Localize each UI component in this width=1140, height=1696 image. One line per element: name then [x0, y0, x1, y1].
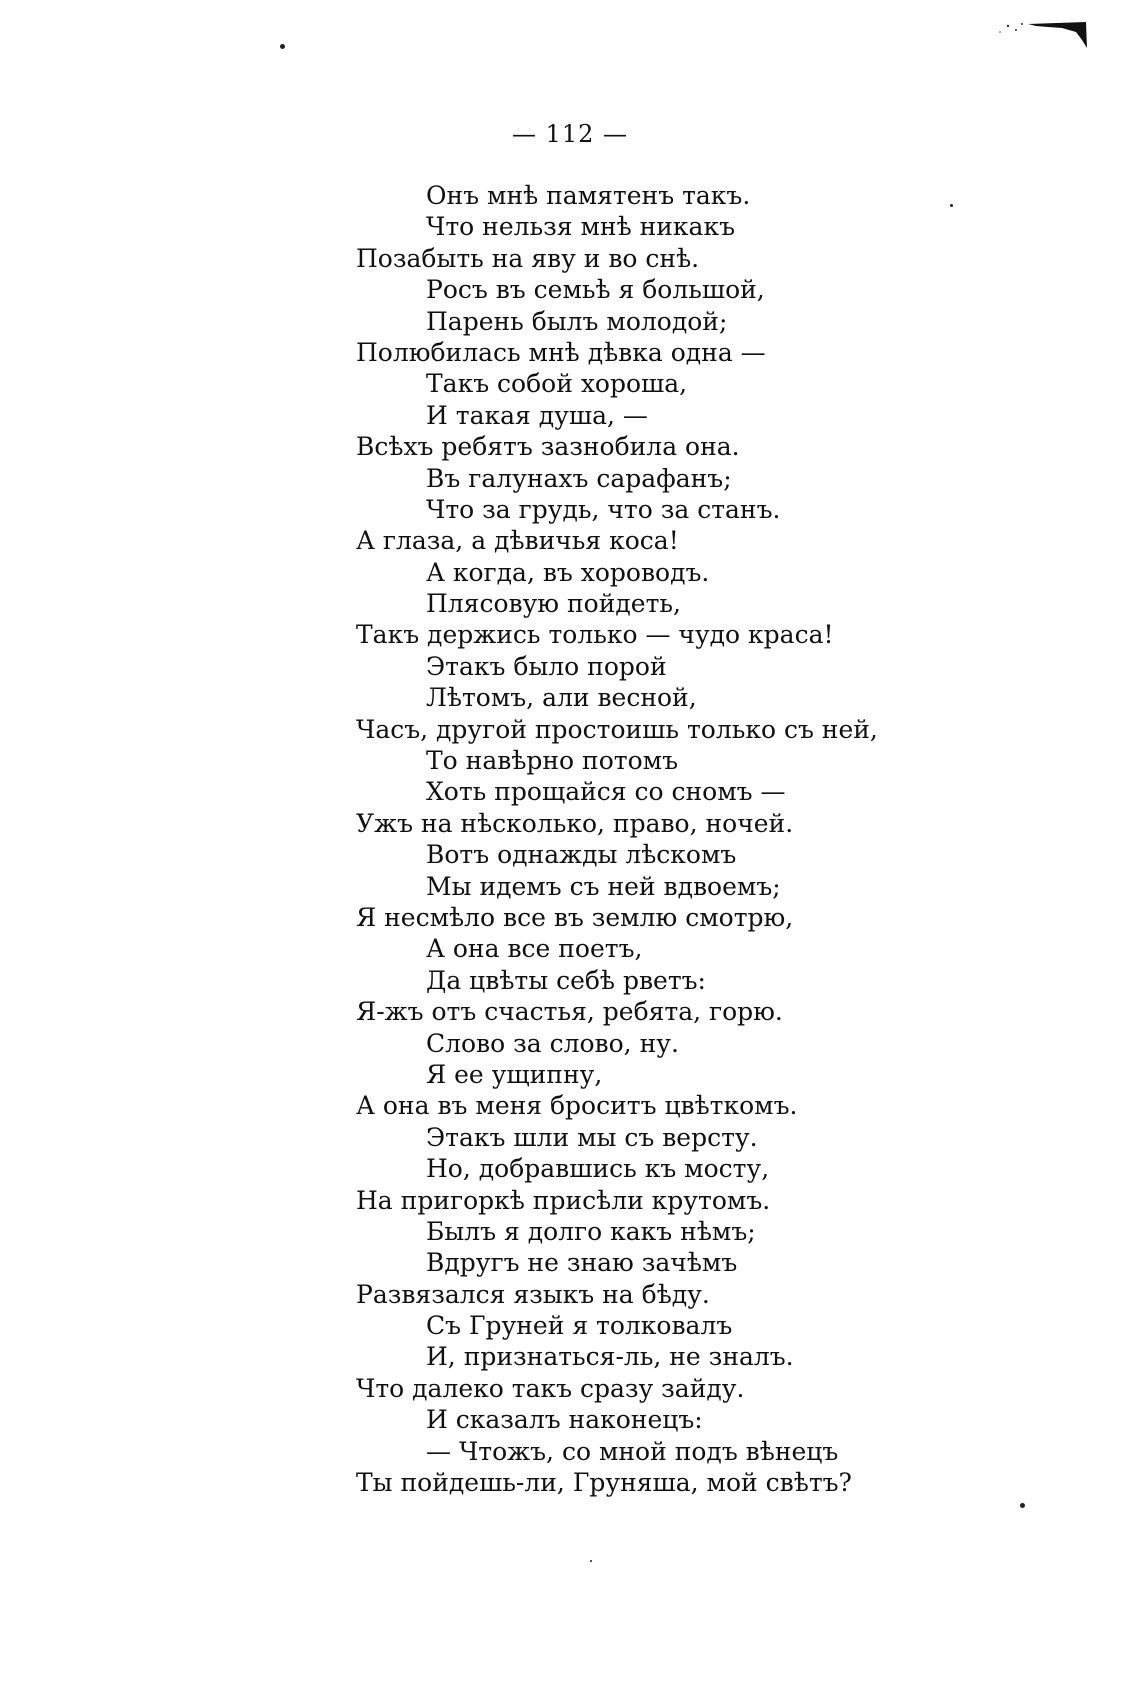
poem-line: Онъ мнѣ памятенъ такъ. [426, 181, 751, 210]
scan-speck [590, 1560, 592, 1562]
poem-line: Что за грудь, что за станъ. [426, 494, 781, 524]
poem-line: Такъ собой хороша, [426, 369, 688, 399]
poem-line: Я-жъ отъ счастья, ребята, горю. [356, 997, 783, 1027]
poem-line: И сказалъ наконецъ: [426, 1405, 703, 1435]
poem-line: Съ Груней я толковалъ [426, 1311, 733, 1341]
poem-line: Что нельзя мнѣ никакъ [426, 212, 735, 242]
poem-line: Всѣхъ ребятъ зазнобила она. [356, 432, 740, 462]
poem-line: Да цвѣты себѣ рветъ: [426, 965, 706, 995]
poem-line: Въ галунахъ сарафанъ; [426, 463, 732, 493]
poem-line: Вдругъ не знаю зачѣмъ [426, 1248, 738, 1278]
poem-line: Хоть прощайся со сномъ — [426, 777, 786, 807]
poem-line: Что далеко такъ сразу зайду. [356, 1373, 745, 1403]
poem-line: То навѣрно потомъ [426, 746, 679, 776]
poem-line: Вотъ однажды лѣскомъ [426, 840, 737, 870]
poem-line: Часъ, другой простоишь только съ ней, [356, 714, 878, 744]
poem-line: И такая душа, — [426, 400, 648, 430]
page-number: — 112 — [511, 120, 629, 148]
poem-line: Былъ я долго какъ нѣмъ; [426, 1216, 756, 1246]
poem-line: Росъ въ семьѣ я большой, [426, 275, 765, 305]
poem-line: Такъ держись только — чудо краса! [356, 620, 834, 650]
poem-line: Позабыть на яву и во снѣ. [356, 243, 700, 273]
poem-line: Мы идемъ съ ней вдвоемъ; [426, 871, 781, 901]
poem-line: Я ее ущипну, [426, 1059, 603, 1089]
poem-line: А глаза, а дѣвичья коса! [356, 526, 679, 556]
scan-speck [280, 44, 285, 49]
poem-line: Слово за слово, ну. [426, 1028, 679, 1058]
poem-line: Ужъ на нѣсколько, право, ночей. [356, 808, 794, 838]
poem-line: А когда, въ хороводъ. [426, 557, 710, 587]
poem-line: А она въ меня броситъ цвѣткомъ. [356, 1091, 798, 1121]
poem-line: Этакъ шли мы съ версту. [426, 1122, 758, 1152]
poem-line: Лѣтомъ, али весной, [426, 683, 697, 713]
poem-line: На пригоркѣ присѣли крутомъ. [356, 1185, 771, 1215]
poem-line: Но, добравшись къ мосту, [426, 1154, 770, 1184]
poem-line: — Чтожъ, со мной подъ вѣнецъ [426, 1436, 839, 1466]
poem-line: И, признаться-ль, не зналъ. [426, 1342, 794, 1372]
poem-line: Парень былъ молодой; [426, 306, 728, 336]
scan-smudge [988, 18, 1088, 54]
poem-line: Ты пойдешь-ли, Груняша, мой свѣтъ? [356, 1468, 852, 1498]
poem-line: Плясовую пойдеть, [426, 589, 681, 619]
poem [356, 180, 1056, 1498]
poem-line: Развязался языкъ на бѣду. [356, 1279, 710, 1309]
poem-line: А она все поетъ, [426, 934, 643, 964]
scan-speck [1020, 1503, 1025, 1508]
poem-line: Я несмѣло все въ землю смотрю, [356, 902, 794, 932]
poem-line: Этакъ было порой [426, 651, 667, 681]
poem-line: Полюбилась мнѣ дѣвка одна — [356, 337, 766, 367]
